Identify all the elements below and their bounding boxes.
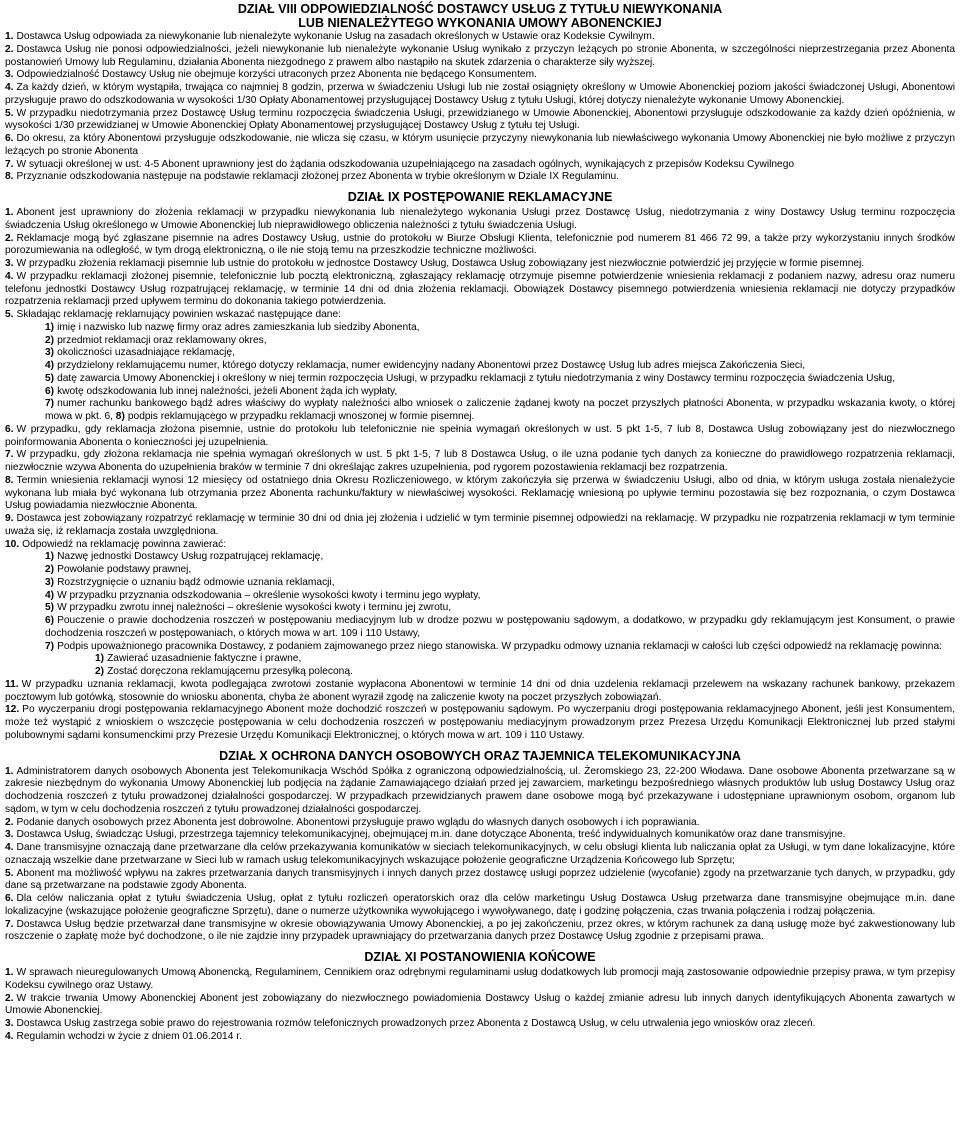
paragraph-text: Administratorem danych osobowych Abonenta jest Telekomunikacja Wschód Spółka z ograniczoną odpowiedzialnością, ul. Żeromskiego 23, 22-200 Włodawa. Dane osobowe Abonenta przetwarzane są w zakresie niezbędnym do wykonania Umowy Abonenckiej lub podjęcia na żądanie Zamawiającego działań przed jej zawarciem, marketingu bezpośredniego własnych produktów lub usług Dostawcy Usług oraz dochodzenia roszczeń z tytułu prowadzonej działalności gospodarczej. W przypadkach przewidzianych prawem dane osobowe mogą być przekazywane i udostępniane uprawnionym osobom, organom lub sądom, w tym w celu dochodzenia roszczeń z tytułu prowadzonej działalności gospodarczej. (5, 765, 955, 815)
paragraph-number: 4. (5, 1030, 14, 1042)
paragraph (5, 842, 955, 868)
paragraph (5, 1031, 955, 1044)
paragraph-text: Przyznanie odszkodowania następuje na podstawie reklamacji złożonej przez Abonenta w trybie określonym w Dziale IX Regulaminu. (16, 171, 620, 183)
paragraph-number: 9. (5, 513, 14, 524)
paragraph-number: 2. (5, 992, 14, 1004)
section-title: DZIAŁ IX POSTĘPOWANIE REKLAMACYJNE (347, 190, 613, 204)
paragraph-text: W przypadku uznania reklamacji, kwota podlegająca zwrotowi zostanie wypłacona Abonentowi w terminie 14 dni od dnia uzdelenia reklamacji przelewem na wskazany rachunek bankowy, przekazem pocztowym lub gotówką, stosownie do wniosku abonenta, chyba że abonent wyraził zgodę na zaliczenie kwoty na poczet przyszłych zobowiązań. (5, 678, 955, 703)
list-item-number: 3) (45, 576, 55, 588)
paragraph-text: Do okresu, za który Abonentowi przysługuje odszkodowanie, nie wlicza się czasu, w którym usunięcie przyczyny niewykonania lub niewłaściwego wykonania Umowy Abonenckiej nie było możliwe z przyczyn leżących po stronie Abonenta (5, 133, 955, 157)
paragraph (5, 159, 955, 172)
document-title-line-2: LUB NIENALEŻYTEGO WYKONANIA UMOWY ABONENCKIEJ (298, 15, 662, 30)
paragraph-number: 5. (5, 867, 14, 879)
list-item (5, 551, 955, 564)
paragraph-number: 7. (5, 158, 14, 170)
paragraph (5, 449, 955, 475)
paragraph-number: 1. (5, 31, 14, 42)
paragraph (5, 993, 955, 1019)
paragraph (5, 82, 955, 108)
paragraph (5, 475, 955, 513)
list-item-number: 1) (45, 551, 55, 563)
paragraph-text: Odpowiedzialność Dostawcy Usług nie obejmuje korzyści utraconych przez Abonenta nie będącego Konsumentem. (16, 69, 537, 81)
paragraph-number: 1. (5, 967, 14, 978)
list-item (5, 373, 955, 386)
paragraph (5, 31, 955, 44)
paragraph-number: 4. (5, 842, 14, 853)
paragraph-number: 11. (5, 678, 19, 690)
section-xi (5, 967, 955, 1044)
list-item-text: okoliczności uzasadniające reklamację, (57, 347, 235, 359)
paragraph (5, 766, 955, 817)
paragraph-number: 6. (5, 893, 14, 904)
paragraph-text: Abonent ma możliwość wpływu na zakres przetwarzania danych transmisyjnych i innych danych przez dostawcę usługi poprzez udzielenie (wycofanie) zgody na przetwarzanie tych danych, w przypadku, gdy dane są przetwarzane na podstawie zgody Abonenta. (5, 867, 955, 892)
paragraph-text: Regulamin wchodzi w życie z dniem 01.06.2014 r. (16, 1030, 242, 1042)
list-item (5, 641, 955, 654)
list-item-text: datę zawarcia Umowy Abonenckiej i określony w niej termin rozpoczęcia Usługi, w przypadku reklamacji z tytułu niedotrzymania z winy Dostawcy terminu rozpoczęcia świadczenia Usług, (57, 372, 896, 384)
paragraph-number: 5. (5, 309, 14, 320)
list-item-number: 6) (45, 615, 55, 626)
paragraph (5, 868, 955, 894)
paragraph-text: W przypadku reklamacji złożonej pisemnie, telefonicznie lub pocztą elektroniczną, zgłaszający reklamację otrzymuje pisemne potwierdzenie wniesienia reklamacji z podaniem nazwy, adresu oraz numeru telefonu jednostki Dostawcy Usług rozpatrującej reklamację, w terminie 14 dni od dnia złożenia reklamacji. Obowiązek Dostawcy pisemnego potwierdzenia wniesienia reklamacji nie dotyczy przypadków rozpatrzenia reklamacji przed upływem terminu do dokonania takiego potwierdzenia. (5, 270, 955, 308)
paragraph-text: Po wyczerpaniu drogi postępowania reklamacyjnego Abonent może dochodzić roszczeń w postępowaniu sądowym. Po wyczerpaniu drogi postępowania reklamacyjnego Abonent, jeśli jest Konsumentem, może też wystąpić z wnioskiem o wszczęcie postępowania w celu dochodzenia roszczeń w postępowaniu mediacyjnym prowadzonym przez Prezesa Urzędu Komunikacji Elektronicznej lub przed stałymi polubownymi sądami konsumenckimi przy Prezesie Urzędu Komunikacji Elektronicznej, o których mowa w art. 109 i 110 Ustawy. (5, 704, 955, 741)
paragraph-number: 3. (5, 258, 14, 269)
list-item-number: 1) (45, 321, 55, 333)
list-item (5, 590, 955, 603)
list-item-text: Pouczenie o prawie dochodzenia roszczeń w postępowaniu mediacyjnym lub w drodze pozwu w postępowaniu sądowym, a dodatkowo, w przypadku gdy reklamującym jest Konsument, o prawie dochodzenia roszczeń w postępowaniach, o których mowa w art. 109 i 110 Ustawy, (45, 615, 955, 639)
paragraph (5, 817, 955, 830)
paragraph (5, 44, 955, 70)
paragraph-number: 7. (5, 918, 14, 930)
list-item-text: Podpis upoważnionego pracownika Dostawcy, z podaniem zajmowanego przez niego stanowiska. W przypadku odmowy uznania reklamacji w całości lub części odpowiedź na reklamację powinna: (57, 640, 942, 652)
paragraph-number: 8. (5, 171, 14, 183)
paragraph (5, 133, 955, 159)
paragraph (5, 69, 955, 82)
paragraph-number: 8. (5, 474, 14, 486)
paragraph (5, 967, 955, 993)
paragraph-text: Dostawca jest zobowiązany rozpatrzyć reklamację w terminie 30 dni od dnia jej złożenia i udzielić w tym terminie pisemnej odpowiedzi na reklamację. W przypadku nie rozpatrzenia reklamacji w tym terminie uważa się, iż reklamacja została uwzględniona. (5, 513, 955, 537)
section-title: DZIAŁ XI POSTANOWIENIA KOŃCOWE (364, 950, 596, 964)
list-item-number: 8) (115, 411, 125, 422)
paragraph-text: Dostawca Usług, świadcząc Usługi, przestrzega tajemnicy telekomunikacyjnej, obejmującej m.in. dane dotyczące Abonenta, treść indywidualnych komunikatów oraz dane transmisyjne. (16, 829, 846, 841)
paragraph-number: 5. (5, 107, 14, 119)
paragraph-text: Dane transmisyjne oznaczają dane przetwarzane dla celów przekazywania komunikatów w sieciach telekomunikacyjnych, w celu obsługi klienta lub naliczania opłat za Usługi, w tym dane lokalizacyjne, które oznaczają wszelkie dane przetwarzane w Sieci lub w ramach usług telekomunikacyjnych wskazujące położenie geograficzne Urządzenia Końcowego lub Sprzętu; (5, 842, 955, 866)
paragraph (5, 207, 955, 233)
nested-list-item-number: 1) (95, 653, 105, 665)
paragraph-text: Dostawca Usług będzie przetwarzał dane transmisyjne w okresie obowiązywania Umowy Abonenckiej, a po jej zakończeniu, przez okres, w którym rachunek za daną usługę może być zakwestionowany lub roszczenie o zapłatę może być dochodzone, o ile nie zajdzie inny przypadek uprawniający do przetwarzania danych przez Dostawcę Usług zgodnie z przepisami prawa. (5, 918, 955, 943)
paragraph-text: Składając reklamację reklamujący powinien wskazać następujące dane: (16, 309, 341, 320)
paragraph-text: Abonent jest uprawniony do złożenia reklamacji w przypadku niewykonania lub nienależytego wykonania Usługi przez Dostawcę Usług, niedotrzymania z winy Dostawcy Usług terminu rozpoczęcia świadczenia Usług określonego w Umowie Abonenckiej lub nieprawidłowego obliczenia należności z tytułu świadczenia Usługi. (5, 207, 955, 231)
paragraph-text: W przypadku, gdy reklamacja złożona pisemnie, ustnie do protokołu lub telefonicznie nie spełnia wymagań określonych w ust. 5 pkt 1-5, 7 lub 8, Dostawca Usług zobowiązany jest do niezwłocznego poinformowania Abonenta o konieczności jej uzupełnienia. (5, 423, 955, 448)
list-item-text: przydzielony reklamującemu numer, którego dotyczy reklamacja, numer ewidencyjny nadany Abonentowi przez Dostawcę Usług lub adres miejsca Zakończenia Sieci, (57, 360, 806, 371)
paragraph (5, 679, 955, 705)
paragraph-number: 1. (5, 765, 14, 777)
paragraph-text: W sytuacji określonej w ust. 4-5 Abonent uprawniony jest do żądania odszkodowania uzupełniającego na zasadach ogólnych, wynikających z przepisów Kodeksu Cywilnego (16, 158, 795, 170)
list-item (5, 398, 955, 424)
section-viii (5, 31, 955, 184)
list-item (5, 602, 955, 615)
paragraph-number: 12. (5, 704, 20, 716)
paragraph (5, 233, 955, 259)
list-item (5, 347, 955, 360)
paragraph-number: 3. (5, 69, 14, 81)
paragraph (5, 171, 955, 184)
paragraph (5, 108, 955, 134)
paragraph-text: Podanie danych osobowych przez Abonenta jest dobrowolne. Abonentowi przysługuje prawo wglądu do własnych danych osobowych i ich poprawiania. (16, 816, 700, 828)
list-item-text: W przypadku zwrotu innej należności – określenie wysokości kwoty i terminu jej zwrotu, (57, 602, 452, 614)
paragraph-text: W przypadku niedotrzymania przez Dostawcę Usług terminu rozpoczęcia świadczenia Usługi, przewidzianego w Umowie Abonenckiej, Abonentowi przysługuje odszkodowanie za każdy dzień opóźnienia, w wysokości 1/30 przewidzianej w Umowie Abonenckiej Opłaty Abonamentowej przysługującej Dostawcy Usług z tytułu tej Usługi. (5, 107, 955, 132)
list-item (5, 564, 955, 577)
paragraph-number: 7. (5, 449, 14, 461)
section-x (5, 766, 955, 945)
nested-list-item (5, 666, 955, 679)
paragraph-number: 2. (5, 232, 14, 244)
list-item-text: przedmiot reklamacji oraz reklamowany okres, (57, 334, 267, 346)
list-item-number: 7) (45, 640, 55, 652)
list-item-number: 2) (45, 564, 55, 575)
paragraph-text: Dostawca Usług zastrzega sobie prawo do rejestrowania rozmów telefonicznych prowadzonych przez Abonenta z Dostawcą Usług, w celu utrwalenia jego wniosków oraz zleceń. (16, 1018, 816, 1029)
paragraph (5, 271, 955, 309)
paragraph-text: Reklamacje mogą być zgłaszane pisemnie na adres Dostawcy Usług, ustnie do protokołu w Biurze Obsługi Klienta, telefonicznie pod numerem 81 466 72 99, a także przy wykorzystaniu innych środków porozumiewania na odległość, w tym drogą elektroniczną, o ile nie stoją temu na przeszkodzie techniczne możliwości. (5, 232, 955, 257)
paragraph-text: Dostawca Usług nie ponosi odpowiedzialności, jeżeli niewykonanie lub nienależyte wykonanie Usług wynikało z przyczyn leżących po stronie Abonenta, w szczególności nieprzestrzegania przez Abonenta postanowień Umowy lub Regulaminu, działania Abonenta niezgodnego z prawem albo nastąpiło na skutek zdarzenia o charakterze siły wyższej. (5, 43, 955, 68)
paragraph-text: Za każdy dzień, w którym wystąpiła, trwająca co najmniej 8 godzin, przerwa w świadczeniu Usługi lub nie został osiągnięty określony w Umowie Abonenckiej poziom jakości świadczonej Usługi, Abonentowi przysługuje prawo do odszkodowania w wysokości 1/30 Opłaty Abonamentowej przysługującej Dostawcy Usług z tytułu Usługi, której dotyczy nienależyte wykonanie Umowy Abonenckiej. (5, 82, 955, 106)
list-item (5, 577, 955, 590)
paragraph-number: 4. (5, 270, 14, 282)
paragraph-number: 2. (5, 816, 14, 828)
paragraph-number: 6. (5, 133, 14, 144)
paragraph-text: W przypadku, gdy złożona reklamacja nie spełnia wymagań określonych w ust. 5 pkt 1-5, 7 lub 8 Dostawca Usług, o ile uzna podanie tych danych za konieczne do prawidłowego rozpatrzenia reklamacji, niezwłocznie wzywa Abonenta do uzupełnienia braków w terminie 7 dni określając zakres uzupełnienia, pod rygorem pozostawienia reklamacji bez rozpatrzenia. (5, 449, 955, 473)
list-item-number: 7) (45, 398, 55, 410)
document-title-line-1: DZIAŁ VIII ODPOWIEDZIALNOŚĆ DOSTAWCY USŁUG Z TYTUŁU NIEWYKONANIA (237, 2, 723, 16)
paragraph-number: 2. (5, 43, 14, 55)
list-item (5, 322, 955, 335)
list-item-text: kwotę odszkodowania lub innej należności, jeżeli Abonent żąda ich wypłaty, (57, 385, 398, 397)
paragraph-number: 3. (5, 1018, 14, 1029)
list-item-text: podpis reklamującego w przypadku reklamacji wnoszonej w formie pisemnej. (127, 411, 475, 422)
paragraph-number: 4. (5, 82, 14, 93)
list-item-number: 6) (45, 385, 55, 397)
paragraph-text: W trakcie trwania Umowy Abonenckiej Abonent jest zobowiązany do niezwłocznego powiadomienia Dostawcy Usług o każdej zmianie adresu lub innych danych identyfikujących Abonenta zawartych w Umowie Abonenckiej. (5, 992, 955, 1017)
paragraph-text: W przypadku złożenia reklamacji pisemnie lub ustnie do protokołu w jednostce Dostawcy Usług, Dostawca Usług zobowiązany jest niezwłocznie potwierdzić jej przyjęcie w formie pisemnej. (16, 258, 865, 269)
nested-list-item-text: Zawierać uzasadnienie faktyczne i prawne, (107, 653, 302, 665)
list-item-text: Powołanie podstawy prawnej, (57, 564, 192, 575)
list-item (5, 615, 955, 641)
paragraph-text: Odpowiedź na reklamację powinna zawierać: (22, 538, 227, 550)
paragraph (5, 539, 955, 552)
paragraph-text: W sprawach nieuregulowanych Umową Abonencką, Regulaminem, Cennikiem oraz odrębnymi regulaminami usług dodatkowych lub promocji mają zastosowanie odpowiednie przepisy prawa, w tym przepisy Kodeksu cywilnego oraz Ustawy. (5, 967, 955, 991)
section-title: DZIAŁ X OCHRONA DANYCH OSOBOWYCH ORAZ TAJEMNICA TELEKOMUNIKACYJNA (219, 748, 741, 763)
paragraph-number: 1. (5, 207, 14, 218)
list-item-number: 5) (45, 372, 55, 384)
paragraph (5, 704, 955, 742)
list-item-number: 4) (45, 589, 55, 601)
paragraph (5, 893, 955, 919)
paragraph-number: 10. (5, 538, 20, 550)
paragraph-number: 6. (5, 423, 14, 435)
list-item-text: W przypadku przyznania odszkodowania – określenie wysokości kwoty i terminu jego wypłaty, (57, 589, 481, 601)
list-item-number: 3) (45, 347, 55, 359)
paragraph (5, 424, 955, 450)
section-ix (5, 207, 955, 743)
paragraph-text: Termin wniesienia reklamacji wynosi 12 miesięcy od ostatniego dnia Okresu Rozliczeniowego, w którym zakończyła się przerwa w świadczeniu Usługi, albo od dnia, w którym usługa została nienależycie wykonana lub miała być wykonana lub otrzymania przez Abonenta rachunku/faktury w niewłaściwej wysokości. Reklamację wniesioną po upływie terminu pozostawia się bez rozpoznania, o czym Dostawca Usług powiadamia niezwłocznie Abonenta. (5, 474, 955, 512)
nested-list-item (5, 653, 955, 666)
paragraph (5, 513, 955, 539)
paragraph (5, 1018, 955, 1031)
list-item (5, 360, 955, 373)
nested-list-item-number: 2) (95, 666, 105, 677)
list-item-text: Nazwę jednostki Dostawcy Usług rozpatrującej reklamację, (57, 551, 324, 563)
list-item (5, 335, 955, 348)
paragraph (5, 919, 955, 945)
list-item-number: 2) (45, 334, 55, 346)
nested-list-item-text: Zostać doręczona reklamującemu przesyłką poleconą. (107, 666, 353, 677)
list-item-text: numer rachunku bankowego bądź adres właściwy do wypłaty należności albo wniosek o zaliczenie żądanej kwoty na poczet przyszłych płatności Abonenta, w przypadku wskazania kwoty, o której mowa w pkt. 6, (45, 398, 955, 422)
list-item (5, 386, 955, 399)
document-title (5, 3, 955, 30)
list-item-number: 5) (45, 602, 55, 614)
list-item-text: Rozstrzygnięcie o uznaniu bądź odmowie uznania reklamacji, (57, 576, 335, 588)
paragraph (5, 829, 955, 842)
paragraph (5, 258, 955, 271)
paragraph-text: Dostawca Usług odpowiada za niewykonanie lub nienależyte wykonanie Usług na zasadach określonych w Ustawie oraz Kodeksie Cywilnym. (16, 31, 655, 42)
paragraph-number: 3. (5, 829, 14, 841)
paragraph (5, 309, 955, 322)
paragraph-text: Dla celów naliczania opłat z tytułu świadczenia Usług, opłat z tytułu rozliczeń operatorskich oraz dla celów marketingu Usług Dostawca Usług przetwarza dane transmisyjne obejmujące m.in. dane lokalizacyjne (wskazujące położenie geograficzne Sprzętu), dane o numerze użytkownika wywołującego i wywoływanego, datę i godzinę połączenia, czas trwania połączenia i rodzaj połączenia. (5, 893, 955, 917)
list-item-number: 4) (45, 360, 55, 371)
list-item-text: imię i nazwisko lub nazwę firmy oraz adres zamieszkania lub siedziby Abonenta, (57, 321, 420, 333)
